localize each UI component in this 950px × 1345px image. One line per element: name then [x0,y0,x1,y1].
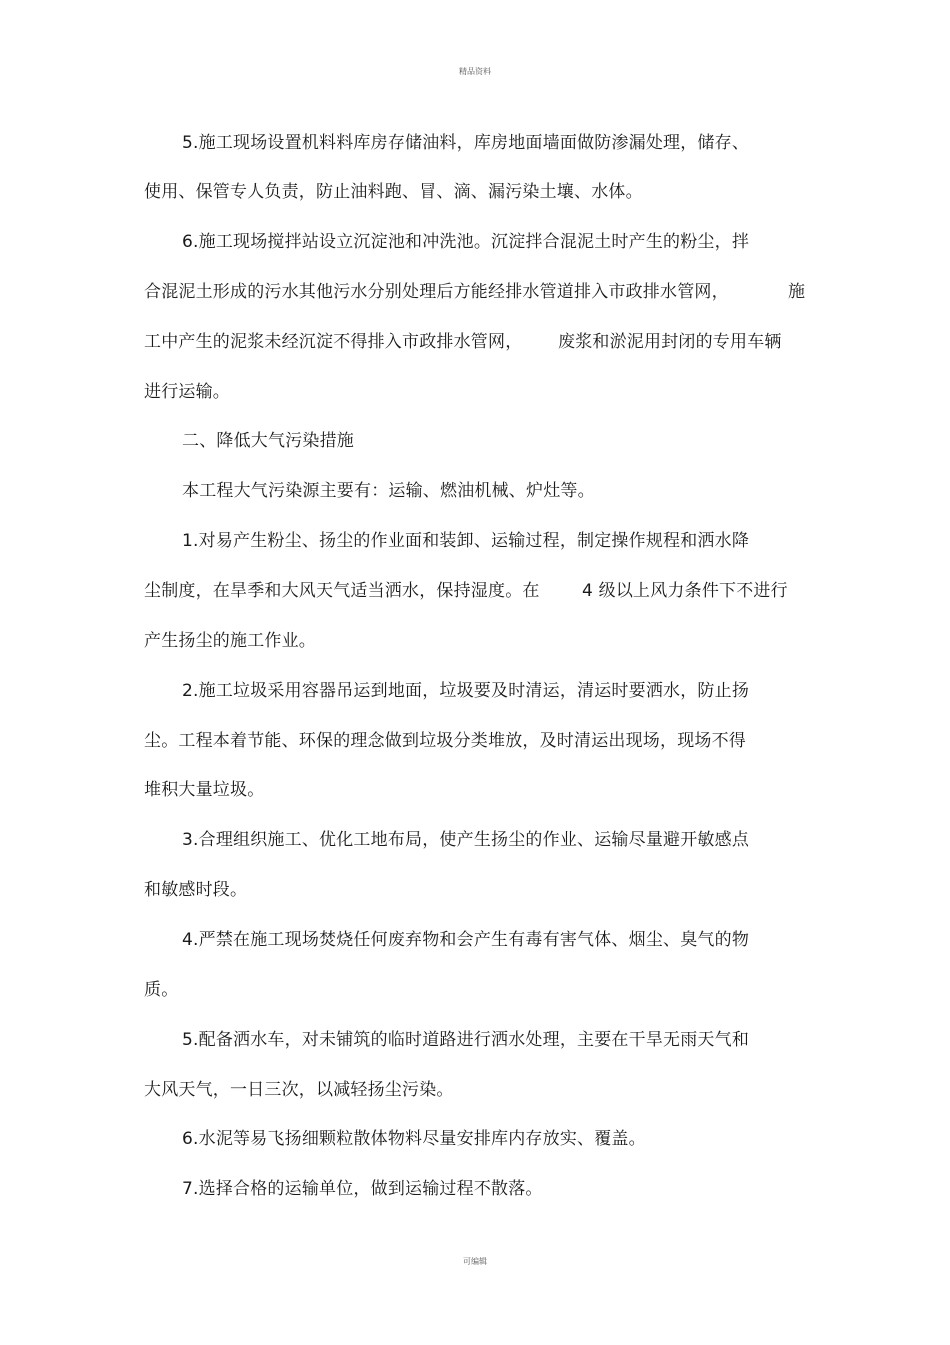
paragraph-line: 废浆和淤泥用封闭的专用车辆 [558,332,782,352]
paragraph-line: 5.施工现场设置机料料库房存储油料，库房地面墙面做防渗漏处理，储存、 [182,133,750,153]
header-watermark: 精品资料 [459,67,491,76]
paragraph-line: 2.施工垃圾采用容器吊运到地面，垃圾要及时清运，清运时要洒水，防止扬 [182,681,750,701]
paragraph-line: 合混泥土形成的污水其他污水分别处理后方能经排水管道排入市政排水管网， [144,282,729,302]
paragraph-line: 和敏感时段。 [144,880,248,900]
paragraph-line: 使用、保管专人负责，防止油料跑、冒、滴、漏污染土壤、水体。 [144,182,643,202]
paragraph-line: 堆积大量垃圾。 [144,780,265,800]
paragraph-line: 施 [788,282,806,302]
paragraph-line: 6.水泥等易飞扬细颗粒散体物料尽量安排库内存放实、覆盖。 [182,1129,646,1149]
paragraph-line: 1.对易产生粉尘、扬尘的作业面和装卸、运输过程，制定操作规程和洒水降 [182,531,750,551]
footer-watermark: 可编辑 [463,1257,487,1266]
paragraph-line: 3.合理组织施工、优化工地布局，使产生扬尘的作业、运输尽量避开敏感点 [182,830,750,850]
paragraph-line: 本工程大气污染源主要有：运输、燃油机械、炉灶等。 [182,481,595,501]
paragraph-line: 4 级以上风力条件下不进行 [582,581,788,601]
paragraph-line: 进行运输。 [144,382,230,402]
paragraph-line: 产生扬尘的施工作业。 [144,631,316,651]
paragraph-line: 大风天气，一日三次，以减轻扬尘污染。 [144,1080,454,1100]
paragraph-line: 5.配备洒水车，对未铺筑的临时道路进行洒水处理，主要在干旱无雨天气和 [182,1030,750,1050]
paragraph-line: 7.选择合格的运输单位，做到运输过程不散落。 [182,1179,543,1199]
paragraph-line: 6.施工现场搅拌站设立沉淀池和冲洗池。沉淀拌合混泥土时产生的粉尘，拌 [182,232,750,252]
paragraph-line: 尘制度，在旱季和大风天气适当洒水，保持湿度。在 [144,581,540,601]
section-heading: 二、降低大气污染措施 [182,431,354,451]
paragraph-line: 工中产生的泥浆未经沉淀不得排入市政排水管网， [144,332,523,352]
paragraph-line: 尘。工程本着节能、环保的理念做到垃圾分类堆放，及时清运出现场，现场不得 [144,731,746,751]
paragraph-line: 质。 [144,980,179,1000]
paragraph-line: 4.严禁在施工现场焚烧任何废弃物和会产生有毒有害气体、烟尘、臭气的物 [182,930,750,950]
